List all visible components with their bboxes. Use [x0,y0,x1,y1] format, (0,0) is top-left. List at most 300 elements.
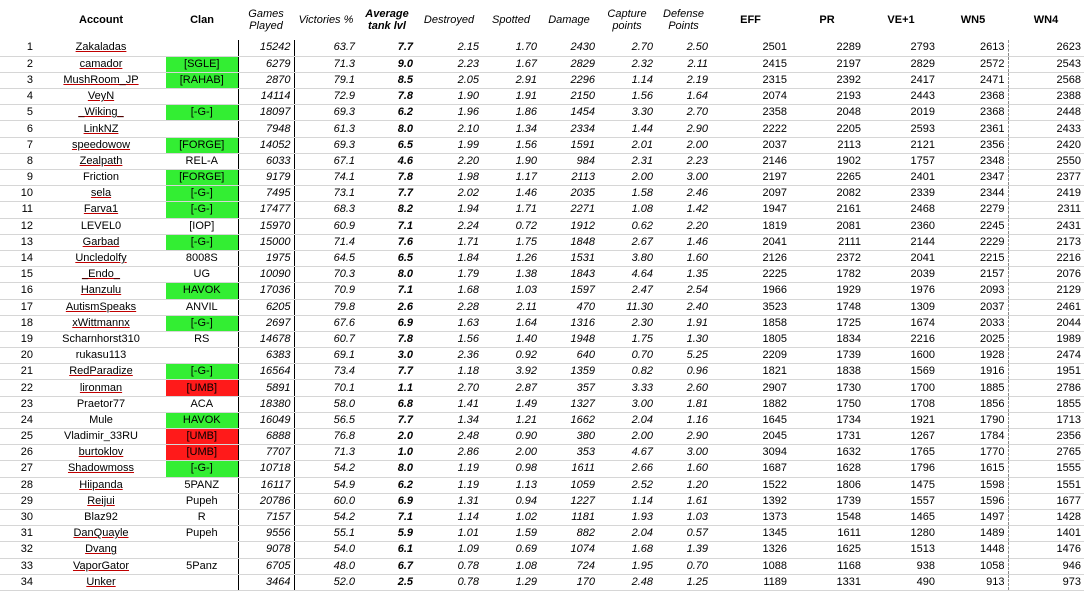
victories-percent: 69.1 [294,348,358,364]
header-index [0,0,36,40]
wn5-value: 1790 [938,412,1008,428]
capture-points-value: 2.00 [598,170,656,186]
defense-points-value: 2.70 [656,105,711,121]
table-row [0,186,1084,202]
wn5-value: 1928 [938,348,1008,364]
header-eff[interactable]: EFF [740,14,761,26]
eff-value: 1392 [711,493,790,509]
clan-tag [166,89,238,105]
average-tank-level: 7.8 [358,331,416,347]
wn5-value: 1598 [938,477,1008,493]
damage-value: 1912 [540,218,598,234]
victories-percent: 71.4 [294,234,358,250]
destroyed-value: 1.34 [416,412,482,428]
average-tank-level: 5.9 [358,526,416,542]
ve1-value: 1475 [864,477,938,493]
wn4-value: 2388 [1008,89,1084,105]
row-index: 4 [0,89,36,105]
table-row [0,461,1084,477]
defense-points-value: 1.81 [656,396,711,412]
wn5-value: 2348 [938,153,1008,169]
capture-points-value: 2.52 [598,477,656,493]
capture-points-value: 2.67 [598,234,656,250]
row-index: 23 [0,396,36,412]
eff-value: 1645 [711,412,790,428]
defense-points-value: 2.90 [656,121,711,137]
account-name[interactable]: LinkNZ [36,121,166,137]
destroyed-value: 2.24 [416,218,482,234]
header-damage[interactable]: Damage [548,14,590,26]
account-name[interactable]: Shadowmoss [36,461,166,477]
pr-value: 2081 [790,218,864,234]
spotted-value: 1.03 [482,283,540,299]
victories-percent: 67.1 [294,153,358,169]
average-tank-level: 7.1 [358,509,416,525]
destroyed-value: 0.78 [416,574,482,590]
account-name[interactable]: VeyN [36,89,166,105]
capture-points-value: 1.14 [598,72,656,88]
capture-points-value: 0.70 [598,348,656,364]
victories-percent: 60.9 [294,218,358,234]
games-played: 9179 [238,170,294,186]
average-tank-level: 6.7 [358,558,416,574]
destroyed-value: 1.63 [416,315,482,331]
average-tank-level: 8.0 [358,267,416,283]
eff-value: 2041 [711,234,790,250]
table-row [0,299,1084,315]
account-name[interactable]: lironman [36,380,166,396]
clan-tag: [SGLE] [166,56,238,72]
average-tank-level: 8.2 [358,202,416,218]
wn4-value: 2461 [1008,299,1084,315]
destroyed-value: 1.19 [416,477,482,493]
games-played: 7495 [238,186,294,202]
games-played: 6383 [238,348,294,364]
pr-value: 2193 [790,89,864,105]
spotted-value: 1.08 [482,558,540,574]
account-name[interactable]: Hanzulu [36,283,166,299]
wn4-value: 2543 [1008,56,1084,72]
row-index: 15 [0,267,36,283]
victories-percent: 54.2 [294,509,358,525]
account-name[interactable]: _Wiking_ [36,105,166,121]
wn5-value: 2368 [938,89,1008,105]
pr-value: 2048 [790,105,864,121]
row-index: 31 [0,526,36,542]
capture-points-value: 3.00 [598,396,656,412]
damage-value: 1591 [540,137,598,153]
capture-points-value: 4.67 [598,445,656,461]
row-index: 16 [0,283,36,299]
table-row [0,56,1084,72]
games-played: 6205 [238,299,294,315]
wn5-value: 1770 [938,445,1008,461]
ve1-value: 1267 [864,429,938,445]
ve1-value: 1465 [864,509,938,525]
header-clan[interactable]: Clan [190,14,214,26]
destroyed-value: 2.70 [416,380,482,396]
table-row [0,477,1084,493]
average-tank-level: 8.0 [358,461,416,477]
average-tank-level: 3.0 [358,348,416,364]
damage-value: 1327 [540,396,598,412]
defense-points-value: 3.00 [656,445,711,461]
pr-value: 1168 [790,558,864,574]
eff-value: 2045 [711,429,790,445]
ve1-value: 1600 [864,348,938,364]
row-index: 13 [0,234,36,250]
damage-value: 357 [540,380,598,396]
account-name[interactable]: burtoklov [36,445,166,461]
row-index: 12 [0,218,36,234]
table-body [0,40,1084,590]
capture-points-value: 2.01 [598,137,656,153]
account-name[interactable]: rukasu113 [36,348,166,364]
ve1-value: 1796 [864,461,938,477]
destroyed-value: 2.28 [416,299,482,315]
victories-percent: 70.3 [294,267,358,283]
damage-value: 724 [540,558,598,574]
header-row [0,0,1084,40]
header-pr[interactable]: PR [819,14,835,26]
header-defense-points[interactable]: Defense Points [663,8,704,32]
damage-value: 1843 [540,267,598,283]
clan-tag: ANVIL [166,299,238,315]
defense-points-value: 1.30 [656,331,711,347]
account-name[interactable]: Hiipanda [36,477,166,493]
capture-points-value: 3.30 [598,105,656,121]
pr-value: 1730 [790,380,864,396]
average-tank-level: 6.8 [358,396,416,412]
pr-value: 2205 [790,121,864,137]
defense-points-value: 2.11 [656,56,711,72]
destroyed-value: 1.31 [416,493,482,509]
clan-tag: R [166,509,238,525]
eff-value: 1326 [711,542,790,558]
table-row [0,121,1084,137]
destroyed-value: 2.23 [416,56,482,72]
victories-percent: 60.7 [294,331,358,347]
pr-value: 1748 [790,299,864,315]
defense-points-value: 2.50 [656,40,711,56]
wn5-value: 1885 [938,380,1008,396]
account-name[interactable]: _Endo_ [36,267,166,283]
eff-value: 1947 [711,202,790,218]
victories-percent: 70.1 [294,380,358,396]
pr-value: 2082 [790,186,864,202]
ve1-value: 1976 [864,283,938,299]
account-name[interactable]: Zealpath [36,153,166,169]
eff-value: 2358 [711,105,790,121]
eff-value: 1189 [711,574,790,590]
table-row [0,509,1084,525]
victories-percent: 48.0 [294,558,358,574]
defense-points-value: 1.60 [656,461,711,477]
account-name[interactable]: Farva1 [36,202,166,218]
destroyed-value: 2.36 [416,348,482,364]
games-played: 20786 [238,493,294,509]
clan-tag [166,348,238,364]
damage-value: 640 [540,348,598,364]
wn5-value: 2093 [938,283,1008,299]
wn5-value: 2279 [938,202,1008,218]
wn5-value: 2025 [938,331,1008,347]
row-index: 21 [0,364,36,380]
capture-points-value: 2.47 [598,283,656,299]
destroyed-value: 1.90 [416,89,482,105]
destroyed-value: 0.78 [416,558,482,574]
clan-tag [166,121,238,137]
damage-value: 1611 [540,461,598,477]
account-name[interactable]: AutismSpeaks [36,299,166,315]
account-name[interactable]: Dvang [36,542,166,558]
victories-percent: 56.5 [294,412,358,428]
wn4-value: 2173 [1008,234,1084,250]
spotted-value: 2.87 [482,380,540,396]
ve1-value: 1569 [864,364,938,380]
header-wn5[interactable]: WN5 [960,14,986,26]
spotted-value: 0.94 [482,493,540,509]
pr-value: 2111 [790,234,864,250]
header-destroyed[interactable]: Destroyed [423,14,475,26]
capture-points-value: 1.56 [598,89,656,105]
damage-value: 1359 [540,364,598,380]
victories-percent: 74.1 [294,170,358,186]
average-tank-level: 9.0 [358,56,416,72]
capture-points-value: 0.62 [598,218,656,234]
header-average-tank-level[interactable]: Average tank lvl [365,8,409,32]
wn5-value: 2572 [938,56,1008,72]
spotted-value: 1.91 [482,89,540,105]
clan-tag [166,574,238,590]
spotted-value: 1.67 [482,56,540,72]
eff-value: 1088 [711,558,790,574]
account-name[interactable]: Garbad [36,234,166,250]
clan-tag: [RAHAB] [166,72,238,88]
average-tank-level: 6.1 [358,542,416,558]
games-played: 5891 [238,380,294,396]
average-tank-level: 7.7 [358,186,416,202]
damage-value: 380 [540,429,598,445]
spotted-value: 0.98 [482,461,540,477]
defense-points-value: 1.16 [656,412,711,428]
row-index: 32 [0,542,36,558]
row-index: 6 [0,121,36,137]
damage-value: 1848 [540,234,598,250]
destroyed-value: 1.98 [416,170,482,186]
header-spotted[interactable]: Spotted [492,14,530,26]
table-row [0,250,1084,266]
wn4-value: 1476 [1008,542,1084,558]
account-name[interactable]: Unker [36,574,166,590]
games-played: 6033 [238,153,294,169]
wn4-value: 2356 [1008,429,1084,445]
account-name[interactable]: Vladimir_33RU [36,429,166,445]
games-played: 3464 [238,574,294,590]
capture-points-value: 2.30 [598,315,656,331]
header-capture-points[interactable]: Capture points [607,8,647,32]
row-index: 3 [0,72,36,88]
defense-points-value: 1.46 [656,234,711,250]
victories-percent: 58.0 [294,396,358,412]
clan-tag: [-G-] [166,461,238,477]
eff-value: 1966 [711,283,790,299]
row-index: 5 [0,105,36,121]
capture-points-value: 1.75 [598,331,656,347]
header-ve1[interactable]: VE+1 [887,14,915,26]
eff-value: 3523 [711,299,790,315]
header-games-played[interactable]: Games Played [248,8,284,32]
clan-tag: [UMB] [166,445,238,461]
destroyed-value: 2.15 [416,40,482,56]
pr-value: 2197 [790,56,864,72]
pr-value: 2289 [790,40,864,56]
victories-percent: 72.9 [294,89,358,105]
clan-tag: [FORGE] [166,137,238,153]
spotted-value: 0.90 [482,429,540,445]
wn5-value: 2037 [938,299,1008,315]
table-row [0,40,1084,56]
ve1-value: 2468 [864,202,938,218]
wn4-value: 2377 [1008,170,1084,186]
wn5-value: 1497 [938,509,1008,525]
spotted-value: 1.13 [482,477,540,493]
capture-points-value: 3.33 [598,380,656,396]
average-tank-level: 8.5 [358,72,416,88]
eff-value: 1882 [711,396,790,412]
average-tank-level: 2.0 [358,429,416,445]
account-name[interactable]: Praetor77 [36,396,166,412]
damage-value: 2829 [540,56,598,72]
damage-value: 1227 [540,493,598,509]
account-name[interactable]: Scharnhorst310 [36,331,166,347]
account-name[interactable]: sela [36,186,166,202]
destroyed-value: 1.96 [416,105,482,121]
games-played: 10718 [238,461,294,477]
wn4-value: 1855 [1008,396,1084,412]
ve1-value: 1557 [864,493,938,509]
victories-percent: 54.0 [294,542,358,558]
spotted-value: 1.29 [482,574,540,590]
destroyed-value: 1.09 [416,542,482,558]
pr-value: 1929 [790,283,864,299]
eff-value: 2907 [711,380,790,396]
pr-value: 2265 [790,170,864,186]
clan-tag: Pupeh [166,526,238,542]
clan-tag: Pupeh [166,493,238,509]
spotted-value: 2.91 [482,72,540,88]
pr-value: 1838 [790,364,864,380]
ve1-value: 2144 [864,234,938,250]
account-name[interactable]: Uncledolfy [36,250,166,266]
account-name[interactable]: DanQuayle [36,526,166,542]
ve1-value: 1309 [864,299,938,315]
capture-points-value: 2.70 [598,40,656,56]
defense-points-value: 1.25 [656,574,711,590]
wn4-value: 2419 [1008,186,1084,202]
wn5-value: 1856 [938,396,1008,412]
victories-percent: 73.4 [294,364,358,380]
wn4-value: 2216 [1008,250,1084,266]
destroyed-value: 1.18 [416,364,482,380]
header-account[interactable]: Account [79,14,123,26]
spotted-value: 1.86 [482,105,540,121]
header-wn4[interactable]: WN4 [1033,14,1059,26]
pr-value: 1632 [790,445,864,461]
account-name[interactable]: speedowow [36,137,166,153]
wn4-value: 1555 [1008,461,1084,477]
ve1-value: 2041 [864,250,938,266]
wn5-value: 2471 [938,72,1008,88]
capture-points-value: 1.14 [598,493,656,509]
games-played: 16117 [238,477,294,493]
ve1-value: 1513 [864,542,938,558]
wn5-value: 2229 [938,234,1008,250]
games-played: 2697 [238,315,294,331]
ve1-value: 2216 [864,331,938,347]
clan-tag: [-G-] [166,315,238,331]
account-name[interactable]: Mule [36,412,166,428]
games-played: 14678 [238,331,294,347]
table-row [0,526,1084,542]
defense-points-value: 2.00 [656,137,711,153]
capture-points-value: 1.58 [598,186,656,202]
destroyed-value: 1.56 [416,331,482,347]
account-name[interactable]: camador [36,56,166,72]
defense-points-value: 1.20 [656,477,711,493]
ve1-value: 1674 [864,315,938,331]
account-name[interactable]: Zakaladas [36,40,166,56]
account-name[interactable]: RedParadize [36,364,166,380]
victories-percent: 73.1 [294,186,358,202]
account-name[interactable]: MushRoom_JP [36,72,166,88]
pr-value: 1750 [790,396,864,412]
damage-value: 1181 [540,509,598,525]
account-name[interactable]: VaporGator [36,558,166,574]
account-name[interactable]: Blaz92 [36,509,166,525]
account-name[interactable]: Friction [36,170,166,186]
games-played: 7948 [238,121,294,137]
wn5-value: 2344 [938,186,1008,202]
wn5-value: 913 [938,574,1008,590]
pr-value: 1725 [790,315,864,331]
eff-value: 2415 [711,56,790,72]
clan-tag: [-G-] [166,202,238,218]
account-name[interactable]: Reijui [36,493,166,509]
pr-value: 1625 [790,542,864,558]
capture-points-value: 1.95 [598,558,656,574]
ve1-value: 2829 [864,56,938,72]
average-tank-level: 7.7 [358,364,416,380]
account-name[interactable]: xWittmannx [36,315,166,331]
clan-tag: 5PANZ [166,477,238,493]
defense-points-value: 3.00 [656,170,711,186]
ve1-value: 2360 [864,218,938,234]
pr-value: 1806 [790,477,864,493]
table-row [0,170,1084,186]
account-name[interactable]: LEVEL0 [36,218,166,234]
wn4-value: 1989 [1008,331,1084,347]
games-played: 17036 [238,283,294,299]
header-victories[interactable]: Victories % [298,14,354,26]
victories-percent: 68.3 [294,202,358,218]
destroyed-value: 2.05 [416,72,482,88]
row-index: 19 [0,331,36,347]
table-row [0,558,1084,574]
average-tank-level: 6.9 [358,315,416,331]
clan-tag: REL-A [166,153,238,169]
table-row [0,380,1084,396]
